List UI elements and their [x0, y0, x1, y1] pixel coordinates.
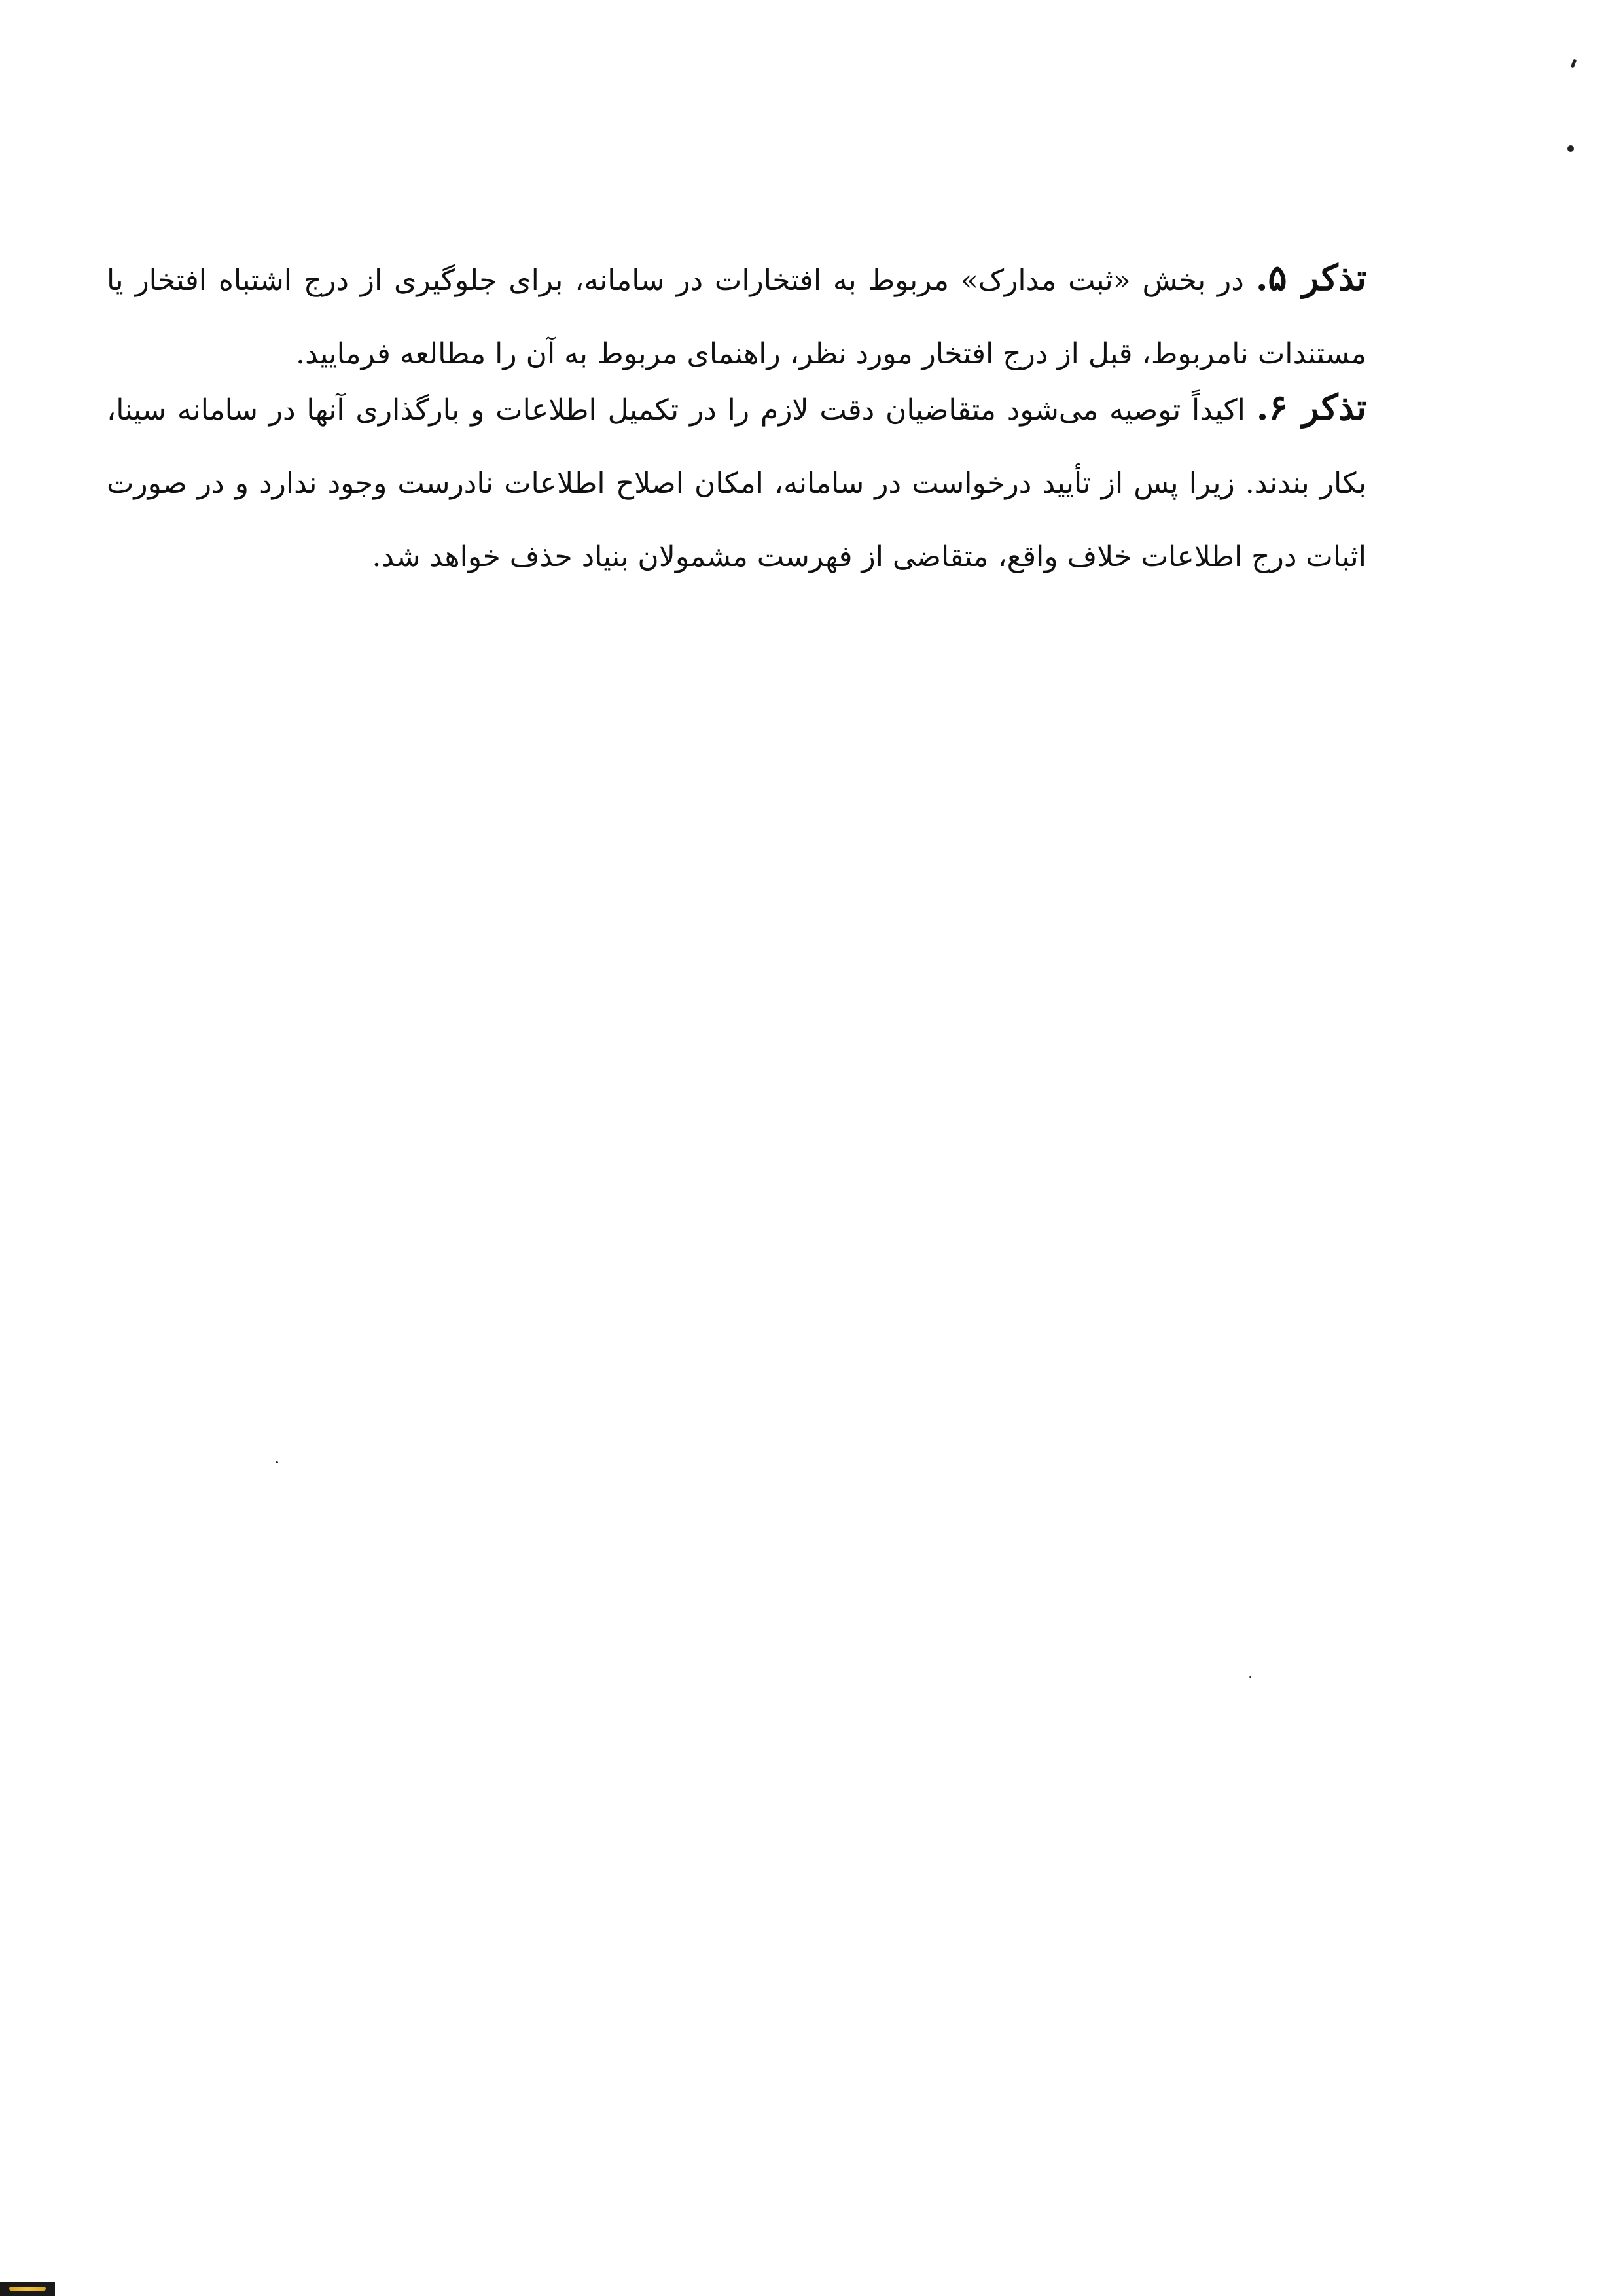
note-6-title: تذکر ۶.: [1256, 386, 1366, 428]
note-5-body: در بخش «ثبت مدارک» مربوط به افتخارات در سامانه، برای جلوگیری از درج اشتباه افتخار یا مستندات نامربوط، قبل از درج افتخار مورد نظر، راهنمای مربوط به آن را مطالعه فرمایید.: [107, 264, 1366, 370]
scan-mark-corner: [1571, 59, 1577, 69]
note-5: [107, 241, 1366, 391]
note-5-title: تذکر ۵.: [1255, 257, 1366, 298]
footer-logo-mark: [9, 2287, 46, 2291]
note-6: [107, 370, 1366, 594]
scan-dot-top-right: [1567, 145, 1574, 152]
scan-dot-mid-left: [276, 1461, 278, 1463]
footer-logo-strip: [0, 2282, 55, 2296]
note-6-body: اکیداً توصیه می‌شود متقاضیان دقت لازم را در تکمیل اطلاعات و بارگذاری آنها در سامانه سینا، بکار بندند. زیرا پس از تأیید درخواست در سامانه، امکان اصلاح اطلاعات نادرست وجود ندارد و در صورت اثبات درج اطلاعات خلاف واقع، متقاضی از فهرست مشمولان بنیاد حذف خواهد شد.: [107, 393, 1366, 573]
scan-dot-mid-right: [1249, 1676, 1251, 1678]
